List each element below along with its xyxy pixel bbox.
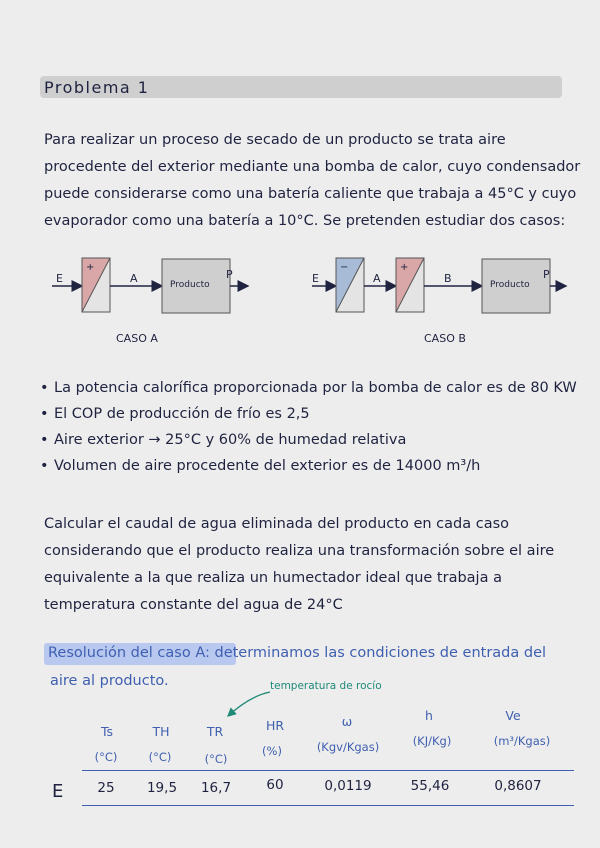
label-product-b: Producto [490, 280, 530, 290]
resolution-heading: Resolución del caso A: [48, 645, 210, 661]
bullet-item: • Aire exterior → 25°C y 60% de humedad relativa [40, 427, 580, 453]
cell-e-h: 55,46 [410, 778, 450, 794]
resolution-text-1: determinamos las condiciones de entrada del [214, 645, 547, 661]
cell-e-w: 0,0119 [324, 778, 372, 794]
unit-th: (°C) [148, 750, 172, 764]
bullet-item: • Volumen de aire procedente del exterior es de 14000 m³/h [40, 453, 580, 479]
cell-e-hr: 60 [266, 777, 284, 793]
heating-coil-b [396, 258, 424, 312]
svg-text:−: − [340, 262, 349, 273]
label-p-b: P [543, 268, 550, 281]
cell-e-tr: 16,7 [200, 780, 232, 796]
label-a-b: A [373, 272, 381, 285]
row-label-e: E [52, 781, 64, 802]
col-header-tr: TR [206, 724, 224, 739]
label-product-a: Producto [170, 280, 210, 290]
col-header-th: TH [152, 724, 170, 739]
table-row-rule [82, 805, 574, 806]
intro-paragraph: Para realizar un proceso de secado de un producto se trata aire procedente del exterior mediante una bomba de calor, cuyo condensador puede considerarse como una batería caliente que trabaja a 45°C y cuyo evaporador como una batería a 10°C. Se pretenden estudiar dos casos: [44, 132, 581, 229]
svg-text:+: + [400, 262, 409, 273]
col-header-h: h [425, 708, 433, 723]
col-header-hr: HR [265, 718, 285, 733]
label-e-b: E [312, 272, 319, 285]
calc-paragraph: Calcular el caudal de agua eliminada del producto en cada caso considerando que el producto realiza una transformación sobre el aire equivalente a la que realiza un humectador ideal que trabaja a temperatura constante del agua de 24°C [44, 516, 555, 613]
label-a-a: A [130, 272, 138, 285]
unit-hr: (%) [262, 744, 282, 758]
dew-point-annotation: temperatura de rocío [270, 680, 382, 692]
case-b-label: CASO B [424, 332, 466, 345]
unit-tr: (°C) [204, 752, 228, 766]
cell-e-th: 19,5 [146, 780, 178, 796]
unit-ts: (°C) [94, 750, 118, 764]
data-bullet-list [40, 375, 580, 479]
label-b-b: B [444, 272, 452, 285]
col-header-ve: Ve [505, 708, 521, 723]
unit-h: (KJ/Kg) [412, 734, 452, 748]
resolution-line-1 [48, 645, 546, 661]
cooling-coil-b [336, 258, 364, 312]
case-a-label: CASO A [116, 332, 158, 345]
svg-text:+: + [86, 262, 95, 273]
col-header-w: ω [341, 714, 353, 729]
label-p-a: P [226, 268, 233, 281]
unit-ve: (m³/Kgas) [493, 734, 551, 748]
label-e-a: E [56, 272, 63, 285]
bullet-item: • La potencia calorífica proporcionada por la bomba de calor es de 80 KW [40, 375, 580, 401]
cell-e-ve: 0,8607 [494, 778, 542, 794]
heating-coil-a [82, 258, 110, 312]
bullet-item: • El COP de producción de frío es 2,5 [40, 401, 580, 427]
unit-w: (Kgv/Kgas) [316, 740, 380, 754]
process-diagram [40, 252, 580, 352]
cell-e-ts: 25 [97, 780, 115, 796]
problem-title: Problema 1 [44, 78, 150, 97]
table-header-rule [82, 770, 574, 771]
col-header-ts: Ts [100, 724, 114, 739]
resolution-text-2: aire al producto. [50, 673, 169, 689]
annotation-arrow [222, 688, 282, 720]
